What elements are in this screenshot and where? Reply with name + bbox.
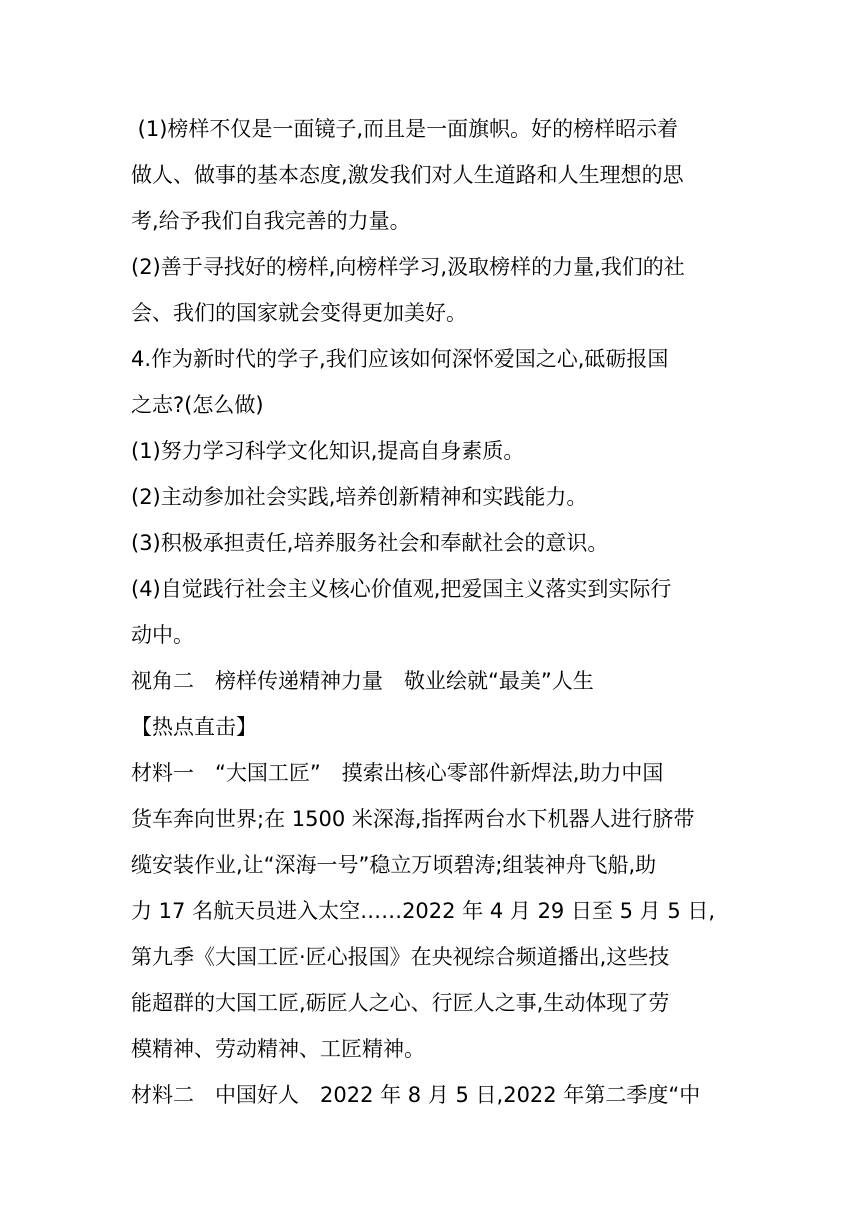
question-4-line-2: 之志?(怎么做) [131,393,264,417]
question-4-line-1: 4.作为新时代的学子,我们应该如何深怀爱国之心,砥砺报国 [131,347,669,371]
text-line-4: (2)善于寻找好的榜样,向榜样学习,汲取榜样的力量,我们的社 [131,255,685,279]
document-body [131,106,731,1118]
answer-item-4-line-1: (4)自觉践行社会主义核心价值观,把爱国主义落实到实际行 [131,577,672,601]
material-1-line-7: 模精神、劳动精神、工匠精神。 [131,1037,425,1061]
text-line-3: 考,给予我们自我完善的力量。 [131,209,411,233]
material-1-line-6: 能超群的大国工匠,砺匠人之心、行匠人之事,生动体现了劳 [131,991,670,1015]
answer-item-2: (2)主动参加社会实践,培养创新精神和实践能力。 [131,485,588,509]
material-1-line-3: 缆安装作业,让“深海一号”稳立万顷碧涛;组装神舟飞船,助 [131,853,657,877]
material-2-line-1: 材料二 中国好人 2022 年 8 月 5 日,2022 年第二季度“中 [131,1083,701,1107]
material-1-line-1: 材料一 “大国工匠” 摸索出核心零部件新焊法,助力中国 [131,761,664,785]
text-line-1: (1)榜样不仅是一面镜子,而且是一面旗帜。好的榜样昭示着 [131,117,679,141]
text-line-5: 会、我们的国家就会变得更加美好。 [131,301,467,325]
answer-item-1: (1)努力学习科学文化知识,提高自身素质。 [131,439,525,463]
material-1-line-5: 第九季《大国工匠·匠心报国》在央视综合频道播出,这些技 [131,945,670,969]
answer-item-3: (3)积极承担责任,培养服务社会和奉献社会的意识。 [131,531,609,555]
text-line-2: 做人、做事的基本态度,激发我们对人生道路和人生理想的思 [131,163,684,187]
section-heading: 视角二 榜样传递精神力量 敬业绘就“最美”人生 [131,669,594,693]
subsection-heading: 【热点直击】 [131,715,257,739]
material-1-line-4: 力 17 名航天员进入太空……2022 年 4 月 29 日至 5 月 5 日, [131,899,716,923]
answer-item-4-line-2: 动中。 [131,623,194,647]
material-1-line-2: 货车奔向世界;在 1500 米深海,指挥两台水下机器人进行脐带 [131,807,695,831]
